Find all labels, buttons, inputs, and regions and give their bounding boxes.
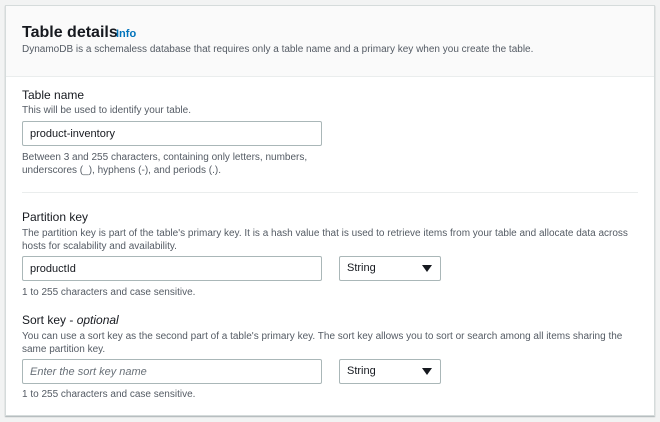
sort-key-label-text: Sort key - — [22, 313, 77, 327]
partition-key-description-line2: hosts for scalability and availability. — [22, 241, 177, 252]
partition-key-constraint: 1 to 255 characters and case sensitive. — [22, 287, 196, 298]
sort-key-label — [22, 313, 119, 328]
sort-key-optional-text: optional — [76, 313, 119, 327]
partition-key-type-value: String — [347, 262, 376, 274]
sort-key-description-line2: same partition key. — [22, 344, 106, 355]
panel-title: Table details — [22, 24, 118, 41]
table-name-constraint-line2: underscores (_), hyphens (-), and periods (.). — [22, 165, 221, 176]
partition-key-input[interactable] — [22, 256, 322, 281]
table-details-panel — [5, 5, 655, 416]
caret-down-icon — [422, 265, 432, 272]
partition-key-label: Partition key — [22, 210, 89, 224]
panel-description: DynamoDB is a schemaless database that requires only a table name and a primary key when you create the table. — [22, 44, 534, 55]
partition-key-type-select[interactable] — [339, 256, 441, 281]
table-name-constraint-line1: Between 3 and 255 characters, containing only letters, numbers, — [22, 152, 308, 163]
caret-down-icon — [422, 368, 432, 375]
table-name-input[interactable] — [22, 121, 322, 146]
sort-key-type-select[interactable] — [339, 359, 441, 384]
info-link[interactable]: Info — [116, 28, 137, 40]
sort-key-type-value: String — [347, 365, 376, 377]
sort-key-description-line1: You can use a sort key as the second part of a table's primary key. The sort key allows you to sort or search among all items sharing the — [22, 331, 623, 342]
table-name-description: This will be used to identify your table. — [22, 105, 191, 116]
table-name-label: Table name — [22, 88, 85, 102]
sort-key-constraint: 1 to 255 characters and case sensitive. — [22, 389, 196, 400]
section-divider — [22, 192, 638, 193]
partition-key-description-line1: The partition key is part of the table's primary key. It is a hash value that is used to retrieve items from your table and allocate data across — [22, 228, 628, 239]
sort-key-input[interactable] — [22, 359, 322, 384]
panel-header — [6, 6, 654, 77]
